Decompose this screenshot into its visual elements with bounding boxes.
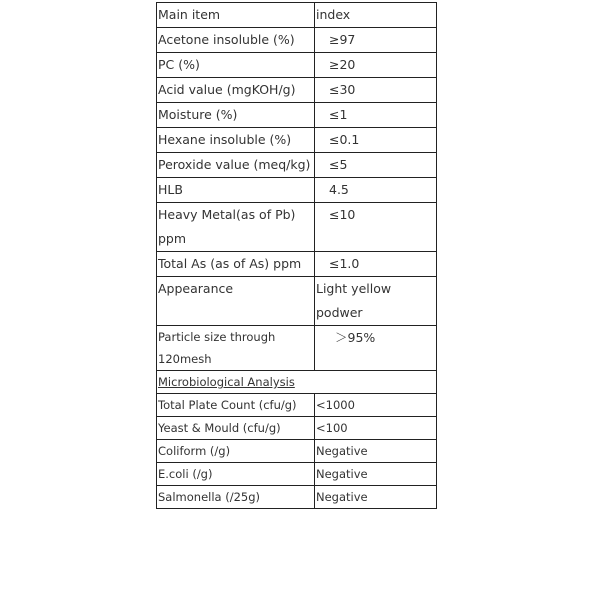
item-cell: Hexane insoluble (%) (157, 128, 315, 153)
specification-table (156, 2, 437, 509)
value-cell: Negative (315, 486, 437, 509)
header-row (157, 3, 437, 28)
value-cell: <100 (315, 417, 437, 440)
item-cell: Moisture (%) (157, 103, 315, 128)
item-cell: PC (%) (157, 53, 315, 78)
item-cell: Acetone insoluble (%) (157, 28, 315, 53)
item-cell: Acid value (mgKOH/g) (157, 78, 315, 103)
value-cell: ≤1 (315, 103, 437, 128)
value-cell: 4.5 (315, 178, 437, 203)
value-cell: ≤30 (315, 78, 437, 103)
item-cell: E.coli (/g) (157, 463, 315, 486)
table-row (157, 277, 437, 326)
value-cell: ≥97 (315, 28, 437, 53)
value-cell: ＞95% (315, 326, 437, 371)
section-heading-row (157, 371, 437, 394)
value-cell: Light yellow podwer (315, 277, 437, 326)
item-cell: HLB (157, 178, 315, 203)
value-cell: ≤1.0 (315, 252, 437, 277)
item-cell: Appearance (157, 277, 315, 326)
item-cell: Yeast & Mould (cfu/g) (157, 417, 315, 440)
value-cell: ≤10 (315, 203, 437, 252)
table-row (157, 463, 437, 486)
table-row (157, 153, 437, 178)
table-row (157, 394, 437, 417)
table-row (157, 28, 437, 53)
table-row (157, 326, 437, 371)
value-cell: ≤5 (315, 153, 437, 178)
table-row (157, 203, 437, 252)
header-main-item: Main item (157, 3, 315, 28)
table-row (157, 440, 437, 463)
item-cell: Total Plate Count (cfu/g) (157, 394, 315, 417)
header-index: index (315, 3, 437, 28)
value-cell: Negative (315, 463, 437, 486)
item-cell: Total As (as of As) ppm (157, 252, 315, 277)
value-cell: Negative (315, 440, 437, 463)
table-row (157, 103, 437, 128)
value-cell: <1000 (315, 394, 437, 417)
table-row (157, 486, 437, 509)
item-cell: Peroxide value (meq/kg) (157, 153, 315, 178)
item-cell: Coliform (/g) (157, 440, 315, 463)
item-cell: Heavy Metal(as of Pb) ppm (157, 203, 315, 252)
table-row (157, 417, 437, 440)
item-cell: Particle size through 120mesh (157, 326, 315, 371)
value-cell: ≤0.1 (315, 128, 437, 153)
table-row (157, 128, 437, 153)
value-cell: ≥20 (315, 53, 437, 78)
table-row (157, 178, 437, 203)
table-row (157, 53, 437, 78)
table-row (157, 252, 437, 277)
microbiological-analysis-heading: Microbiological Analysis (158, 375, 295, 389)
table-row (157, 78, 437, 103)
item-cell: Salmonella (/25g) (157, 486, 315, 509)
